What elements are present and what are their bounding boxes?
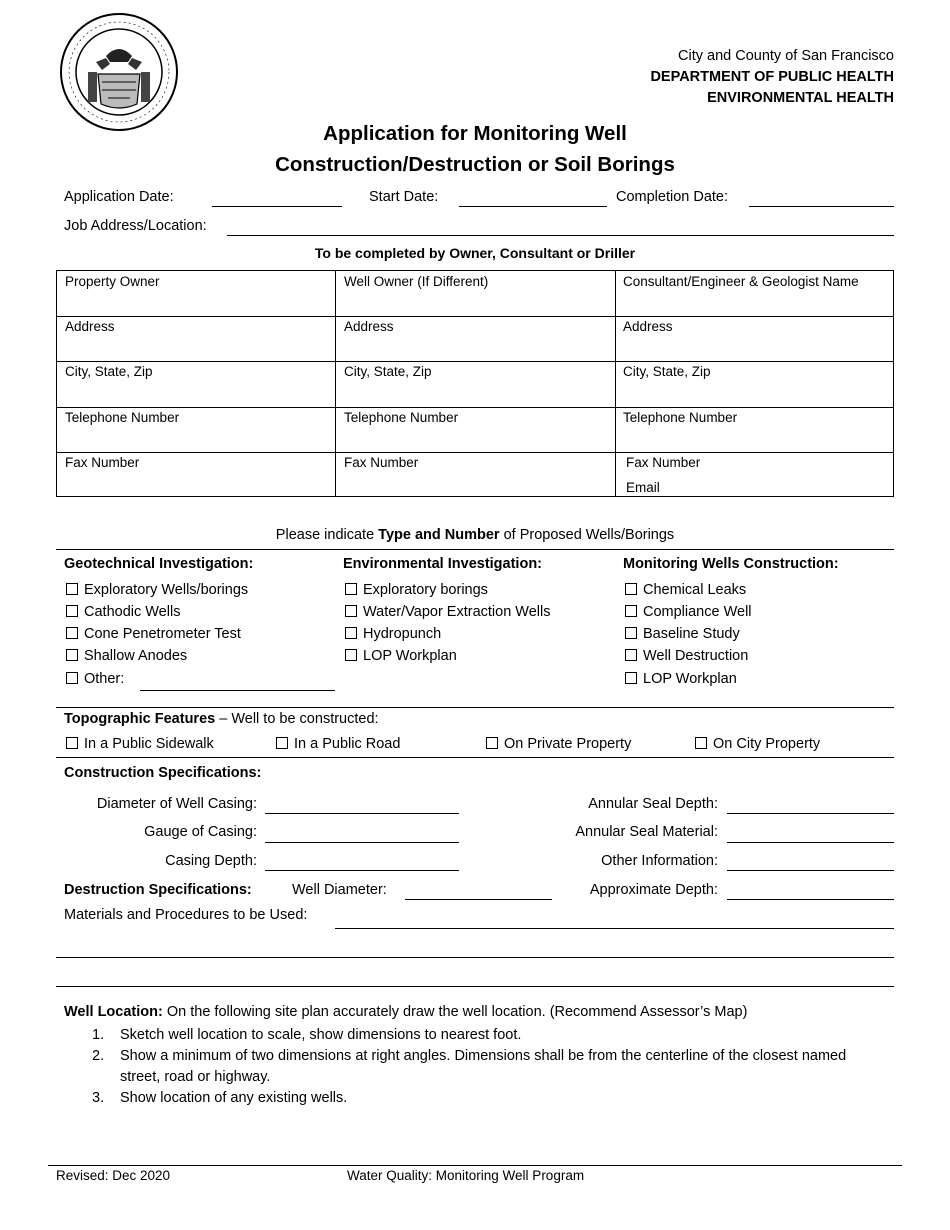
checkbox-icon[interactable] [345, 583, 357, 595]
materials-field[interactable] [335, 928, 894, 929]
city-name: City and County of San Francisco [678, 48, 894, 64]
start-date-label: Start Date: [369, 189, 439, 205]
san-francisco-seal-icon [58, 12, 180, 132]
casing-depth-field[interactable] [265, 870, 459, 871]
application-date-field[interactable] [212, 206, 342, 207]
contact-grid [56, 270, 894, 497]
checkbox-icon[interactable] [66, 605, 78, 617]
checkbox-icon[interactable] [66, 737, 78, 749]
property-owner-label[interactable]: Property Owner [65, 274, 160, 289]
checkbox-cathodic-wells[interactable]: Cathodic Wells [66, 604, 180, 620]
casing-depth-label: Casing Depth: [165, 853, 257, 869]
footer-divider [48, 1165, 902, 1166]
well-location-heading: Well Location: On the following site plan accurately draw the well location. (Recommend Assessor’s Map) [64, 1004, 748, 1020]
checkbox-icon[interactable] [276, 737, 288, 749]
checkbox-other[interactable]: Other: [66, 671, 124, 687]
diameter-casing-field[interactable] [265, 813, 459, 814]
environmental-heading: Environmental Investigation: [343, 556, 542, 572]
checkbox-icon[interactable] [625, 627, 637, 639]
consultant-email-label[interactable]: Email [626, 480, 660, 495]
well-owner-label[interactable]: Well Owner (If Different) [344, 274, 489, 289]
completion-date-label: Completion Date: [616, 189, 729, 205]
checkbox-icon[interactable] [625, 672, 637, 684]
indicate-suffix: of Proposed Wells/Borings [499, 527, 675, 543]
title-line-2: Construction/Destruction or Soil Borings [275, 153, 675, 176]
other-information-label: Other Information: [601, 853, 718, 869]
property-owner-fax-label[interactable]: Fax Number [65, 455, 140, 470]
checkbox-icon[interactable] [345, 627, 357, 639]
revised-date: Revised: Dec 2020 [56, 1168, 171, 1183]
checkbox-icon[interactable] [695, 737, 707, 749]
checkbox-exploratory-borings[interactable]: Exploratory borings [345, 582, 488, 598]
indicate-instruction [0, 527, 950, 543]
other-information-field[interactable] [727, 870, 894, 871]
checkbox-well-destruction[interactable]: Well Destruction [625, 648, 748, 664]
annular-seal-material-field[interactable] [727, 842, 894, 843]
checkbox-shallow-anodes[interactable]: Shallow Anodes [66, 648, 187, 664]
start-date-field[interactable] [459, 206, 607, 207]
checkbox-icon[interactable] [66, 672, 78, 684]
materials-field-line-3[interactable] [56, 986, 894, 987]
destruction-heading: Destruction Specifications: [64, 882, 252, 898]
job-address-label: Job Address/Location: [64, 218, 207, 234]
checkbox-icon[interactable] [486, 737, 498, 749]
gauge-casing-field[interactable] [265, 842, 459, 843]
program-name: Water Quality: Monitoring Well Program [347, 1168, 585, 1183]
checkbox-chemical-leaks[interactable]: Chemical Leaks [625, 582, 746, 598]
annular-seal-material-label: Annular Seal Material: [575, 824, 718, 840]
checkbox-icon[interactable] [625, 583, 637, 595]
checkbox-private-property[interactable]: On Private Property [486, 736, 631, 752]
agency-header [650, 46, 894, 109]
well-diameter-field[interactable] [405, 899, 552, 900]
division-name: ENVIRONMENTAL HEALTH [707, 90, 894, 106]
well-owner-phone-label[interactable]: Telephone Number [344, 410, 459, 425]
annular-seal-depth-label: Annular Seal Depth: [588, 796, 718, 812]
checkbox-icon[interactable] [66, 583, 78, 595]
property-owner-phone-label[interactable]: Telephone Number [65, 410, 180, 425]
completed-by-note: To be completed by Owner, Consultant or Driller [314, 245, 636, 261]
department-name: DEPARTMENT OF PUBLIC HEALTH [650, 69, 894, 85]
consultant-city-label[interactable]: City, State, Zip [623, 364, 711, 379]
diameter-casing-label: Diameter of Well Casing: [96, 796, 257, 812]
checkbox-icon[interactable] [66, 627, 78, 639]
consultant-fax-label[interactable]: Fax Number [626, 455, 701, 470]
checkbox-hydropunch[interactable]: Hydropunch [345, 626, 441, 642]
consultant-phone-label[interactable]: Telephone Number [623, 410, 738, 425]
well-owner-fax-label[interactable]: Fax Number [344, 455, 419, 470]
materials-field-line-2[interactable] [56, 957, 894, 958]
materials-label: Materials and Procedures to be Used: [64, 907, 308, 923]
checkbox-public-road[interactable]: In a Public Road [276, 736, 400, 752]
page-title [0, 118, 950, 180]
checkbox-baseline-study[interactable]: Baseline Study [625, 626, 740, 642]
monitoring-heading: Monitoring Wells Construction: [623, 556, 839, 572]
consultant-name-label[interactable]: Consultant/Engineer & Geologist Name [623, 274, 859, 289]
checkbox-extraction-wells[interactable]: Water/Vapor Extraction Wells [345, 604, 551, 620]
indicate-prefix: Please indicate [275, 527, 379, 543]
other-field[interactable] [140, 690, 335, 691]
checkbox-icon[interactable] [345, 605, 357, 617]
job-address-field[interactable] [227, 235, 894, 236]
checkbox-public-sidewalk[interactable]: In a Public Sidewalk [66, 736, 214, 752]
well-owner-city-label[interactable]: City, State, Zip [344, 364, 432, 379]
property-owner-city-label[interactable]: City, State, Zip [65, 364, 153, 379]
checkbox-city-property[interactable]: On City Property [695, 736, 820, 752]
well-owner-address-label[interactable]: Address [344, 319, 394, 334]
construction-heading: Construction Specifications: [64, 765, 262, 781]
application-date-label: Application Date: [64, 189, 174, 205]
consultant-address-label[interactable]: Address [623, 319, 673, 334]
geotechnical-heading: Geotechnical Investigation: [64, 556, 254, 572]
checkbox-env-lop-workplan[interactable]: LOP Workplan [345, 648, 457, 664]
approx-depth-field[interactable] [727, 899, 894, 900]
checkbox-mon-lop-workplan[interactable]: LOP Workplan [625, 671, 737, 687]
completion-date-field[interactable] [749, 206, 894, 207]
property-owner-address-label[interactable]: Address [65, 319, 115, 334]
topographic-heading: Topographic Features – Well to be constructed: [64, 711, 379, 727]
gauge-casing-label: Gauge of Casing: [144, 824, 257, 840]
checkbox-icon[interactable] [66, 649, 78, 661]
annular-seal-depth-field[interactable] [727, 813, 894, 814]
checkbox-compliance-well[interactable]: Compliance Well [625, 604, 752, 620]
checkbox-icon[interactable] [625, 649, 637, 661]
indicate-bold: Type and Number [378, 527, 500, 543]
title-line-1: Application for Monitoring Well [323, 122, 627, 145]
checkbox-exploratory-wells[interactable]: Exploratory Wells/borings [66, 582, 248, 598]
approx-depth-label: Approximate Depth: [589, 882, 718, 898]
checkbox-icon[interactable] [625, 605, 637, 617]
checkbox-icon[interactable] [345, 649, 357, 661]
well-diameter-label: Well Diameter: [292, 882, 387, 898]
checkbox-cone-penetrometer[interactable]: Cone Penetrometer Test [66, 626, 241, 642]
